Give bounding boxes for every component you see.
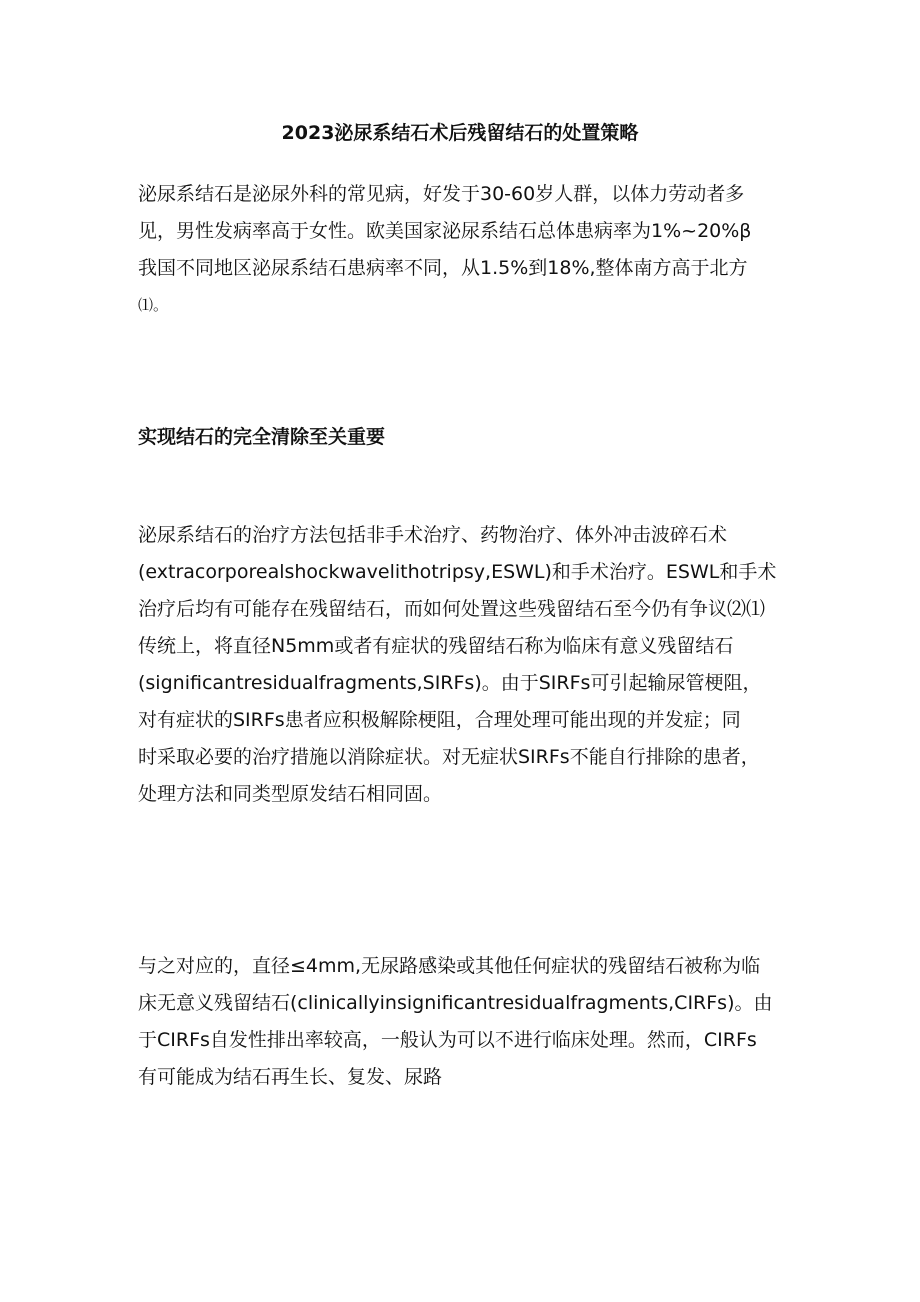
- paragraph-line: ⑴。: [138, 296, 169, 314]
- paragraph-line: 治疗后均有可能存在残留结石，而如何处置这些残留结石至今仍有争议⑵⑴: [138, 598, 766, 620]
- paragraph-line: 时采取必要的治疗措施以消除症状。对无症状SIRFs不能自行排除的患者，: [138, 746, 760, 768]
- paragraph-line: 处理方法和同类型原发结石相同固。: [138, 783, 443, 805]
- document-title: 2023泌尿系结石术后残留结石的处置策略: [281, 122, 639, 144]
- section-heading: 实现结石的完全清除至关重要: [138, 426, 386, 448]
- paragraph-line: 床无意义残留结石(clinicallyinsignificantresidualfragments,CIRFs)。由: [138, 992, 773, 1014]
- paragraph-line: 与之对应的，直径≤4mm,无尿路感染或其他任何症状的残留结石被称为临: [138, 955, 761, 977]
- paragraph-line: (extracorporealshockwavelithotripsy,ESWL)和手术治疗。ESWL和手术: [138, 561, 777, 583]
- paragraph-line: 泌尿系结石的治疗方法包括非手术治疗、药物治疗、体外冲击波碎石术: [138, 524, 728, 546]
- paragraph-cirfs: [138, 948, 798, 1096]
- paragraph-intro: [138, 176, 798, 324]
- paragraph-treatment: [138, 517, 798, 813]
- paragraph-line: 见，男性发病率高于女性。欧美国家泌尿系结石总体患病率为1%~20%β: [138, 220, 752, 242]
- paragraph-line: 泌尿系结石是泌尿外科的常见病，好发于30-60岁人群，以体力劳动者多: [138, 183, 745, 205]
- paragraph-line: (significantresidualfragments,SIRFs)。由于SIRFs可引起输尿管梗阻，: [138, 672, 762, 694]
- paragraph-line: 我国不同地区泌尿系结石患病率不同，从1.5%到18%,整体南方高于北方: [138, 257, 748, 279]
- paragraph-line: 有可能成为结石再生长、复发、尿路: [138, 1066, 443, 1088]
- paragraph-line: 对有症状的SIRFs患者应积极解除梗阻，合理处理可能出现的并发症；同: [138, 709, 741, 731]
- paragraph-line: 于CIRFs自发性排出率较高，一般认为可以不进行临床处理。然而，CIRFs: [138, 1029, 757, 1051]
- paragraph-line: 传统上，将直径N5mm或者有症状的残留结石称为临床有意义残留结石: [138, 635, 734, 657]
